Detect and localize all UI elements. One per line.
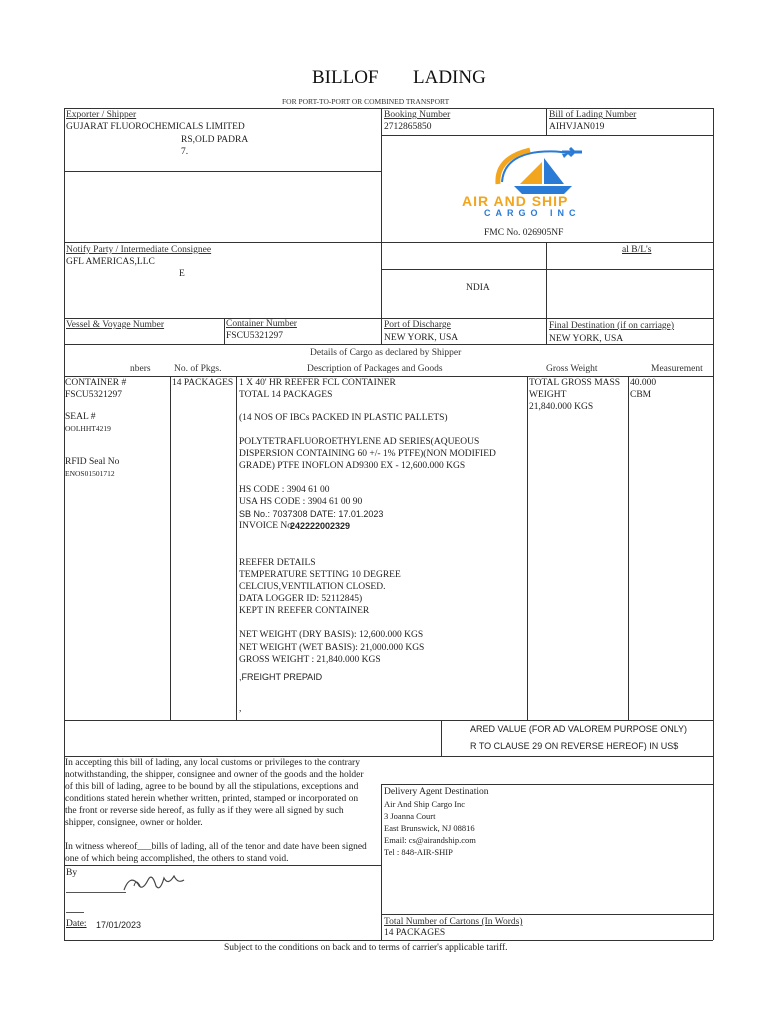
declared-value-line1: ARED VALUE (FOR AD VALOREM PURPOSE ONLY) [470, 724, 688, 734]
bol-value: AIHVJAN019 [549, 122, 605, 132]
delivery-agent-line: 3 Joanna Court [384, 811, 436, 821]
discharge-label: Port of Discharge [384, 320, 451, 330]
measurement-value: 40.000 [630, 378, 657, 388]
desc-line: TOTAL 14 PACKAGES [239, 390, 333, 400]
desc-line: GRADE) PTFE INOFLON AD9300 EX - 12,600.000 KGS [239, 461, 466, 471]
notify-name: GFL AMERICAS,LLC [66, 257, 155, 267]
notify-label: Notify Party / Intermediate Consignee [66, 245, 212, 255]
signature-line [66, 892, 126, 893]
booking-value: 2712865850 [384, 122, 432, 132]
col-desc: Description of Packages and Goods [307, 364, 443, 374]
title-left: BILLOF [312, 67, 379, 88]
terms-line: conditions stated herein whether written, printed, stamped or incorporated on [65, 794, 359, 804]
desc-line: DISPERSION CONTAINING 60 +/- 1% PTFE)(NON MODIFIED [239, 449, 496, 459]
terms-line: notwithstanding, the shipper, consignee and owner of the goods and the holder [65, 770, 364, 780]
desc-line: REEFER DETAILS [239, 558, 316, 568]
desc-line: HS CODE : 3904 61 00 [239, 485, 330, 495]
col-pkgs: No. of Pkgs. [174, 364, 222, 374]
desc-line: , [239, 704, 242, 714]
by-label: By [66, 868, 78, 878]
signature [120, 868, 190, 896]
exporter-address-2: 7. [181, 147, 189, 157]
vessel-label: Vessel & Voyage Number [66, 320, 165, 330]
original-bls: al B/L's [622, 245, 652, 255]
seal-value: OOLHHT4219 [65, 424, 111, 433]
logo-line2: CARGO INC [484, 208, 581, 218]
col-marks: nbers [130, 364, 151, 374]
fmc-number: FMC No. 026905NF [484, 228, 564, 238]
container-label: CONTAINER # [65, 378, 127, 388]
cartons-value: 14 PACKAGES [384, 928, 446, 938]
desc-line: USA HS CODE : 3904 61 00 90 [239, 497, 363, 507]
terms-line: In witness whereof___bills of lading, all of the tenor and date have been signed [65, 842, 367, 852]
footer-note: Subject to the conditions on back and to terms of carrier's applicable tariff. [224, 943, 508, 953]
invoice-number: 242222002329 [290, 521, 351, 531]
date-line [66, 912, 84, 913]
terms-line: one of which being accomplished, the others to stand void. [65, 854, 289, 864]
details-header: Details of Cargo as declared by Shipper [310, 348, 462, 358]
desc-line: SB No.: 7037308 DATE: 17.01.2023 [239, 509, 384, 519]
container-number-label: Container Number [226, 319, 297, 329]
date-value: 17/01/2023 [96, 920, 142, 930]
col-gross: Gross Weight [546, 364, 598, 374]
desc-line: KEPT IN REEFER CONTAINER [239, 606, 370, 616]
exporter-name: GUJARAT FLUOROCHEMICALS LIMITED [66, 122, 245, 132]
gross-line1: TOTAL GROSS MASS [529, 378, 621, 388]
company-logo [458, 144, 628, 224]
delivery-agent-line: East Brunswick, NJ 08816 [384, 823, 475, 833]
title-right: LADING [413, 67, 486, 88]
gross-value: 21,840.000 KGS [529, 402, 594, 412]
declared-value-line2: R TO CLAUSE 29 ON REVERSE HEREOF) IN US$ [470, 741, 679, 751]
booking-label: Booking Number [384, 110, 451, 120]
terms-line: the front or reverse side hereof, as fully as if they were all signed by such [65, 806, 344, 816]
exporter-address-1: RS,OLD PADRA [181, 135, 249, 145]
gross-line2: WEIGHT [529, 390, 567, 400]
invoice-label: INVOICE No [239, 521, 293, 531]
desc-line: DATA LOGGER ID: 52112845) [239, 594, 363, 604]
desc-line: (14 NOS OF IBCs PACKED IN PLASTIC PALLETS) [239, 413, 448, 423]
terms-line: In accepting this bill of lading, any local customs or privileges to the contrary [65, 758, 360, 768]
pkgs-value: 14 PACKAGES [172, 378, 234, 388]
desc-line: CELCIUS,VENTILATION CLOSED. [239, 582, 386, 592]
seal-label: SEAL # [65, 412, 96, 422]
bol-label: Bill of Lading Number [549, 110, 637, 120]
desc-line: GROSS WEIGHT : 21,840.000 KGS [239, 655, 381, 665]
delivery-agent-line: Tel : 848-AIR-SHIP [384, 847, 453, 857]
terms-line: shipper, consignee, owner or holder. [65, 818, 203, 828]
notify-line2: E [179, 269, 185, 279]
delivery-agent-line: Air And Ship Cargo Inc [384, 799, 466, 809]
cartons-label: Total Number of Cartons (In Words) [384, 917, 523, 927]
container-value: FSCU5321297 [65, 390, 123, 400]
logo-line1: AIR AND SHIP [462, 193, 569, 209]
ndia-text: NDIA [466, 283, 490, 293]
desc-line: 1 X 40' HR REEFER FCL CONTAINER [239, 378, 396, 388]
exporter-label: Exporter / Shipper [66, 110, 137, 120]
desc-line: NET WEIGHT (DRY BASIS): 12,600.000 KGS [239, 630, 424, 640]
rfid-label: RFID Seal No [65, 457, 120, 467]
rfid-value: ENOS01501712 [65, 469, 115, 478]
desc-line: NET WEIGHT (WET BASIS): 21,000.000 KGS [239, 643, 425, 653]
measurement-unit: CBM [630, 390, 652, 400]
terms-line: of this bill of lading, agree to be bound by all the stipulations, exceptions and [65, 782, 359, 792]
date-label: Date: [66, 919, 87, 929]
final-dest-value: NEW YORK, USA [549, 334, 624, 344]
col-meas: Measurement [651, 364, 703, 374]
final-dest-label: Final Destination (if on carriage) [549, 321, 675, 331]
discharge-value: NEW YORK, USA [384, 333, 459, 343]
freight-prepaid: ,FREIGHT PREPAID [239, 672, 323, 682]
desc-line: POLYTETRAFLUOROETHYLENE AD SERIES(AQUEOUS [239, 437, 480, 447]
container-number-value: FSCU5321297 [226, 331, 284, 341]
desc-line: TEMPERATURE SETTING 10 DEGREE [239, 570, 401, 580]
subtitle: FOR PORT-TO-PORT OR COMBINED TRANSPORT [282, 97, 450, 106]
delivery-agent-label: Delivery Agent Destination [384, 787, 489, 797]
delivery-agent-line: Email: cs@airandship.com [384, 835, 476, 845]
